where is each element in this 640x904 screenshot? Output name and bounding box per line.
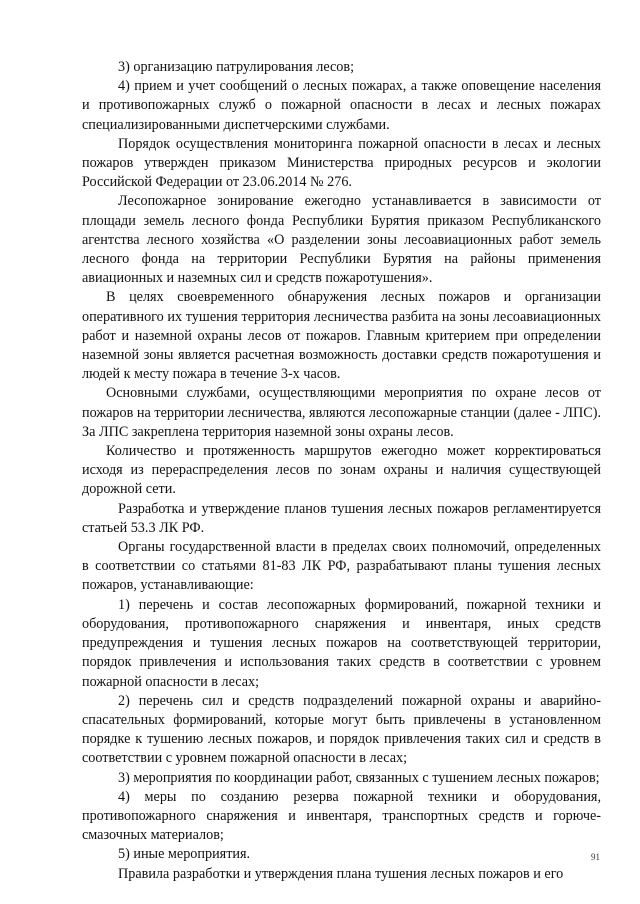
paragraph: Разработка и утверждение планов тушения лесных пожаров регламентируется статьей 53.3 ЛК РФ. [82,500,601,536]
paragraph: Порядок осуществления мониторинга пожарной опасности в лесах и лесных пожаров утвержден приказом Министерства природных ресурсов и экологии Российской Федерации от 23.06.2014 № 276. [82,135,601,191]
paragraph: 3) мероприятия по координации работ, связанных с тушением лесных пожаров; [118,769,600,786]
paragraph: Органы государственной власти в пределах своих полномочий, определенных в соответствии со статьями 81-83 ЛК РФ, разрабатывают планы тушения лесных пожаров, устанавливающие: [82,539,601,594]
page-number: 91 [591,852,600,862]
paragraph: В целях своевременного обнаружения лесных пожаров и организации оперативного их тушения территория лесничества разбита на зоны лесоавиационных работ и наземной охраны лесов от пожаров. Главным критерием при определении наземной зоны является расчетная возможность доставки средств пожаротушения и людей к месту пожара в течение 3-х часов. [82,289,601,383]
paragraph: Лесопожарное зонирование ежегодно устанавливается в зависимости от площади земель лесного фонда Республики Бурятия приказом Республиканского агентства лесного хозяйства «О разделении зоны лесоавиационных работ земель лесного фонда на территории Республики Бурятия на районы применения авиационных и наземных сил и средств пожаротушения». [82,193,601,287]
paragraph: 2) перечень сил и средств подразделений пожарной охраны и аварийно-спасательных формирований, которые могут быть привлечены в установленном порядке к тушению лесных пожаров, и порядок привлечения таких сил и средств в соответствии с уровнем пожарной опасности в лесах; [82,692,601,767]
document-body [82,58,601,884]
paragraph: Правила разработки и утверждения плана тушения лесных пожаров и его [118,865,564,882]
paragraph: Количество и протяженность маршрутов ежегодно может корректироваться исходя из перераспределения лесов по зонам охраны и наличия существующей дорожной сети. [82,443,601,498]
paragraph: 4) прием и учет сообщений о лесных пожарах, а также оповещение населения и противопожарных служб о пожарной опасности в лесах и лесных пожарах специализированными диспетчерскими службами. [82,78,601,133]
paragraph: 5) иные мероприятия. [118,846,251,863]
paragraph: 1) перечень и состав лесопожарных формирований, пожарной техники и оборудования, противопожарного снаряжения и инвентаря, иных средств предупреждения и тушения лесных пожаров на соответствующей территории, порядок привлечения и использования таких средств в соответствии с уровнем пожарной опасности в лесах; [82,596,601,690]
paragraph: 3) организацию патрулирования лесов; [118,59,355,75]
paragraph: 4) меры по созданию резерва пожарной техники и оборудования, противопожарного снаряжения и инвентаря, транспортных средств и горюче-смазочных материалов; [82,788,601,844]
paragraph: Основными службами, осуществляющими мероприятия по охране лесов от пожаров на территории лесничества, являются лесопожарные станции (далее - ЛПС). За ЛПС закреплена территория наземной зоны охраны лесов. [82,385,601,440]
